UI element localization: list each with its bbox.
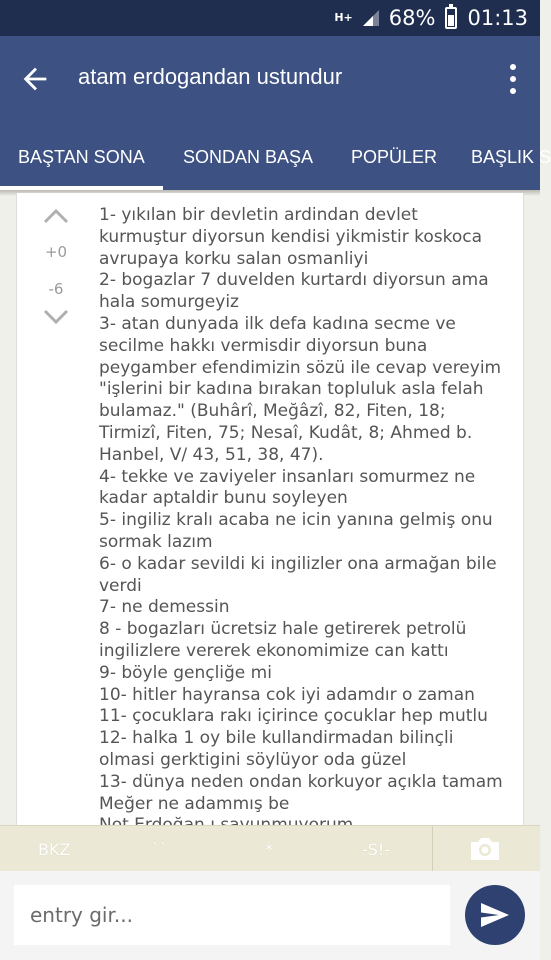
vote-column [41,205,71,328]
tab-bastan-sona[interactable]: BAŞTAN SONA [18,122,145,190]
tab-bar [0,122,551,190]
backtick-button[interactable]: `` [152,840,168,859]
format-toolbar [0,825,540,871]
battery-icon [445,7,457,29]
downvote-icon[interactable] [41,306,71,328]
star-button[interactable]: * [265,840,273,859]
battery-percent: 68% [388,6,436,30]
overflow-menu-icon[interactable] [508,64,518,94]
upvote-icon[interactable] [41,205,71,227]
bkz-button[interactable]: BKZ [38,840,71,859]
status-bar [0,0,540,36]
camera-icon[interactable] [468,836,502,862]
page-title: atam erdogandan ustundur [78,64,343,89]
clock: 01:13 [467,6,528,30]
entry-card [16,193,524,825]
app-bar [0,36,540,122]
downvote-count: -6 [48,280,64,298]
composer [0,871,540,960]
entry-text [99,205,509,837]
tab-sondan-basa[interactable]: SONDAN BAŞA [183,147,314,167]
network-type: H+ [334,11,353,24]
arrow-left-icon[interactable] [18,62,52,96]
signal-icon [363,10,379,26]
tab-populer[interactable]: POPÜLER [351,147,438,167]
tab-baslik[interactable]: BAŞLIK S [471,147,551,167]
send-icon [480,902,510,928]
send-button[interactable] [465,885,525,945]
entry-body: 1- yıkılan bir devletin ardindan devlet kurmuştur diyorsun kendisi yikmistir koskoca avrupaya korku salan osmanliyi 2- bogazlar 7 duvelden kurtardı diyorsun ama hala somurgeyiz 3- atan dunyada ilk defa kadına secme ve secilme hakkı vermisdir diyorsun buna peygamber efendimizin sözü ile cevap vereyim "işlerini bir kadına bırakan topluluk asla felah bulamaz." (Buhârî, Meğâzî, 82, Fiten, 18; Tirmizî, Fiten, 75; Nesaî, Kudât, 8; Ahmed b. Hanbel, V/ 43, 51, 38, 47). 4- tekke ve zaviyeler insanları somurmez ne kadar aptaldir bunu soyleyen 5- ingiliz kralı acaba ne icin yanına gelmiş onu sormak lazım 6- o kadar sevildi ki ingilizler ona armağan bile verdi 7- ne demessin 8 - bogazları ücretsiz hale getirerek petrolü ingilizlere vererek ekonomimize can kattı 9- böyle gençliğe mi 10- hitler hayransa cok iyi adamdır o zaman 11- çocuklara rakı içirince çocuklar hep mutlu 12- halka 1 oy bile kullandirmadan bilinçli olmasi gerktigini söylüyor oda güzel 13- dünya neden ondan korkuyor açıkla tamam Meğer ne adammış be [99,205,503,814]
entry-input[interactable] [14,885,450,945]
spoiler-button[interactable]: -S!- [362,840,391,859]
upvote-count: +0 [44,243,68,261]
